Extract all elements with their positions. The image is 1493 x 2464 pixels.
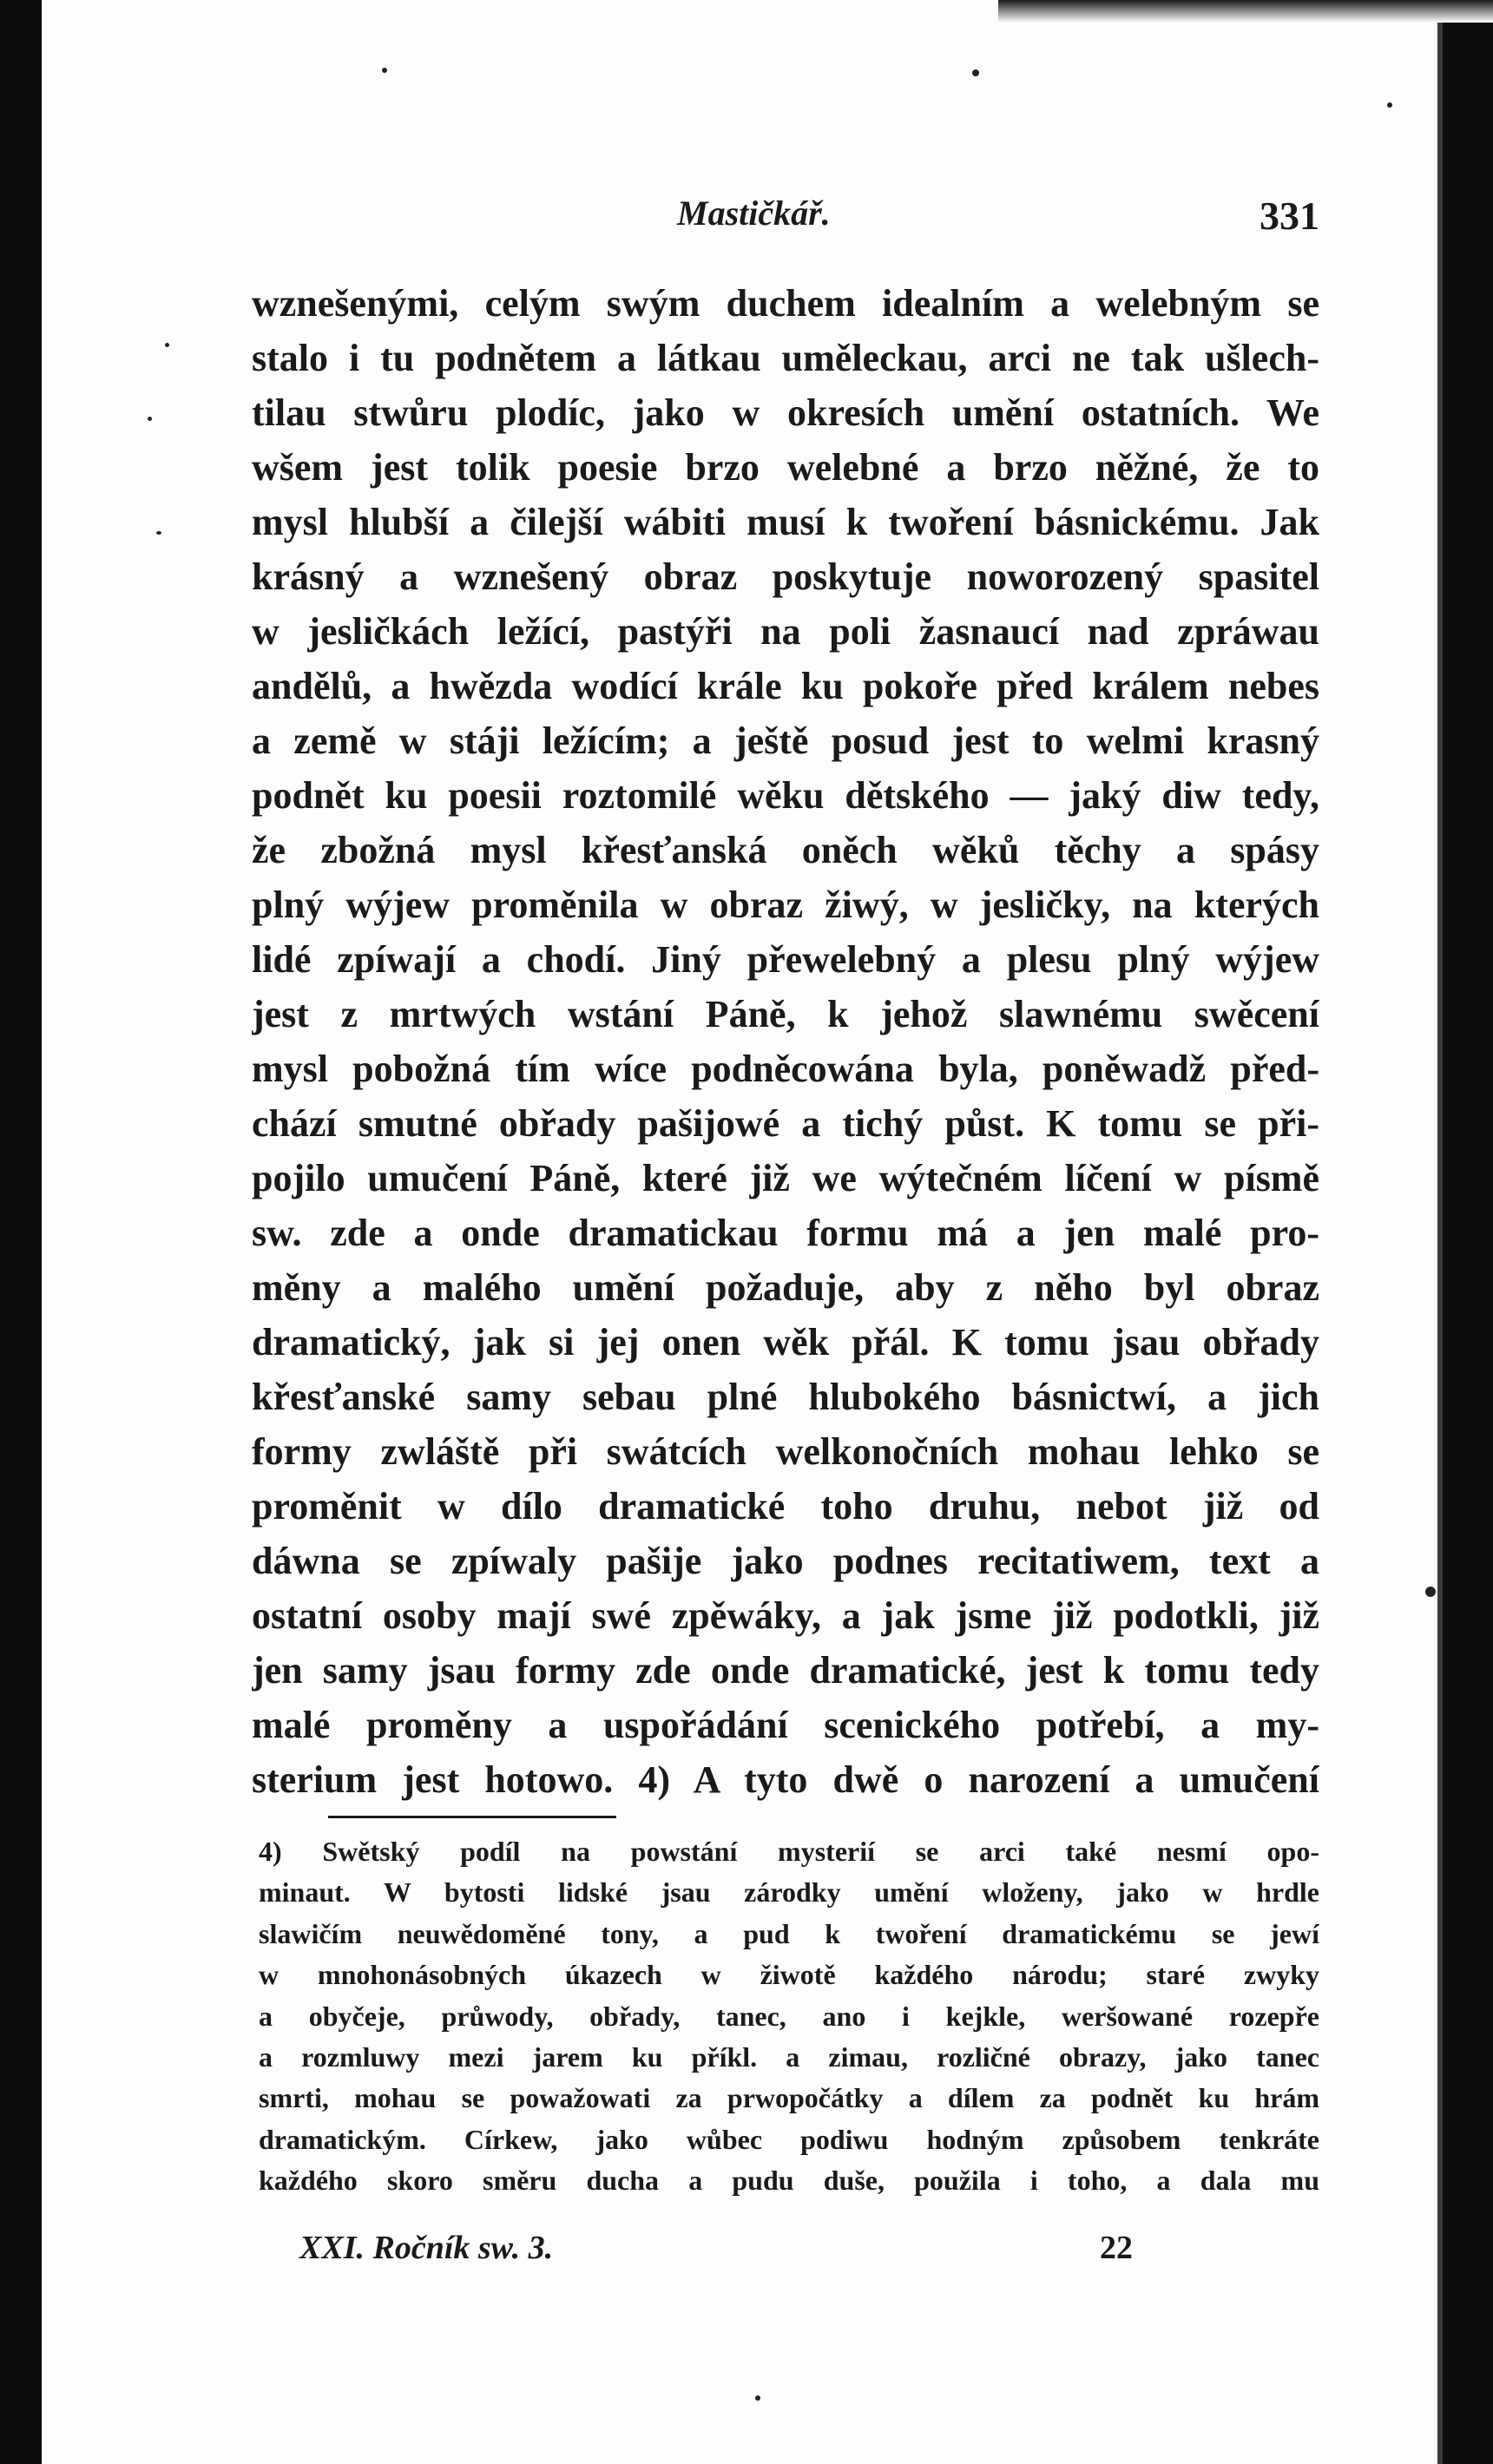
text-line: sw. zde a onde dramatickau formu má a jen malé pro- — [252, 1212, 1319, 1254]
printer-signature — [299, 2229, 1133, 2277]
text-line: stalo i tu podnětem a látkau uměleckau, arci ne tak ušlech- — [252, 337, 1319, 379]
text-line: krásný a wznešený obraz poskytuje noworozený spasitel — [252, 555, 1319, 598]
text-line: w jesličkách ležící, pastýři na poli žasnaucí nad zpráwau — [252, 610, 1319, 653]
scan-border-right — [1443, 0, 1493, 2464]
footnote-line: každého skoro směru ducha a pudu duše, použila i toho, a dala mu — [259, 2165, 1319, 2197]
text-line: wznešenými, celým swým duchem idealním a welebným se — [252, 282, 1319, 325]
text-line: měny a malého umění požaduje, aby z něho byl obraz — [252, 1266, 1319, 1309]
footnote-line: 4) Swětský podíl na powstání mysterií se arci také nesmí opo- — [259, 1836, 1319, 1867]
footnote-line: w mnohonásobných úkazech w žiwotě každého národu; staré zwyky — [259, 1959, 1319, 1991]
text-line: wšem jest tolik poesie brzo welebné a brzo něžné, že to — [252, 446, 1319, 489]
footnote-line: a rozmluwy mezi jarem ku příkl. a zimau, rozličné obrazy, jako tanec — [259, 2040, 1319, 2073]
scan-border-top — [998, 0, 1493, 23]
running-title: Mastičkář. — [677, 194, 831, 233]
text-line: ostatní osoby mají swé zpěwáky, a jak jsme již podotkli, již — [252, 1594, 1319, 1637]
text-line: podnět ku poesii roztomilé wěku dětského — jaký diw tedy, — [252, 774, 1319, 817]
text-line: dáwna se zpíwaly pašije jako podnes recitatiwem, text a — [252, 1540, 1319, 1582]
speck — [1425, 1587, 1436, 1597]
sheet-number: 22 — [1100, 2230, 1133, 2266]
speck — [972, 69, 979, 76]
speck — [165, 343, 169, 347]
footnote-rule — [328, 1816, 616, 1818]
speck — [1387, 102, 1392, 108]
text-line: plný wýjew proměnila w obraz žiwý, w jesličky, na kterých — [252, 884, 1319, 926]
footnote-line: dramatickým. Církew, jako wůbec podiwu hodným způsobem tenkráte — [259, 2123, 1319, 2155]
text-line: že zbožná mysl křesťanská oněch wěků těchy a spásy — [252, 829, 1319, 871]
text-line: mysl pobožná tím wíce podněcowána byla, poněwadž před- — [252, 1048, 1319, 1090]
speck — [382, 68, 387, 73]
text-line: formy zwláště při swátcích welkonočních mohau lehko se — [252, 1430, 1319, 1473]
scan-border-left — [0, 0, 42, 2464]
text-line: křesťanské samy sebau plné hlubokého básnictwí, a jich — [252, 1376, 1319, 1418]
text-line: andělů, a hwězda wodící krále ku pokoře před králem nebes — [252, 665, 1319, 707]
text-line: pojilo umučení Páně, které již we wýtečném líčení w písmě — [252, 1157, 1319, 1199]
footnote — [259, 1831, 1319, 2202]
text-line: jen samy jsau formy zde onde dramatické, jest k tomu tedy — [252, 1649, 1319, 1692]
text-line: sterium jest hotowo. 4) A tyto dwě o narození a umučení — [252, 1758, 1319, 1801]
speck — [156, 531, 161, 535]
text-line: dramatický, jak si jej onen wěk přál. K tomu jsau obřady — [252, 1321, 1319, 1363]
speck — [148, 417, 152, 421]
text-line: tilau stwůru plodíc, jako w okresích umění ostatních. We — [252, 391, 1319, 434]
footnote-line: smrti, mohau se powažowati za prwopočátky a dílem za podnět ku hrám — [259, 2082, 1319, 2114]
page-number: 331 — [1260, 194, 1319, 238]
text-line: lidé zpíwají a chodí. Jiný přewelebný a plesu plný wýjew — [252, 938, 1319, 981]
text-line: mysl hlubší a čilejší wábiti musí k twoření básnickému. Jak — [252, 501, 1319, 543]
main-text — [252, 276, 1319, 1807]
volume-signature: XXI. Ročník sw. 3. — [299, 2230, 554, 2266]
text-line: chází smutné obřady pašijowé a tichý půst. K tomu se při- — [252, 1102, 1319, 1145]
page-header — [252, 193, 1319, 253]
text-line: proměnit w dílo dramatické toho druhu, nebot již od — [252, 1485, 1319, 1528]
text-line: jest z mrtwých wstání Páně, k jehož slawnému swěcení — [252, 993, 1319, 1035]
footnote-line: slawičím neuwědoměné tony, a pud k twoření dramatickému se jewí — [259, 1917, 1319, 1949]
text-line: malé proměny a uspořádání scenického potřebí, a my- — [252, 1704, 1319, 1746]
footnote-line: a obyčeje, průwody, obřady, tanec, ano i kejkle, weršowané rozepře — [259, 2000, 1319, 2032]
footnote-line: minaut. W bytosti lidské jsau zárodky umění wloženy, jako w hrdle — [259, 1876, 1319, 1909]
speck — [755, 2395, 760, 2401]
text-line: a země w stáji ležícím; a ještě posud jest to welmi krasný — [252, 719, 1319, 762]
